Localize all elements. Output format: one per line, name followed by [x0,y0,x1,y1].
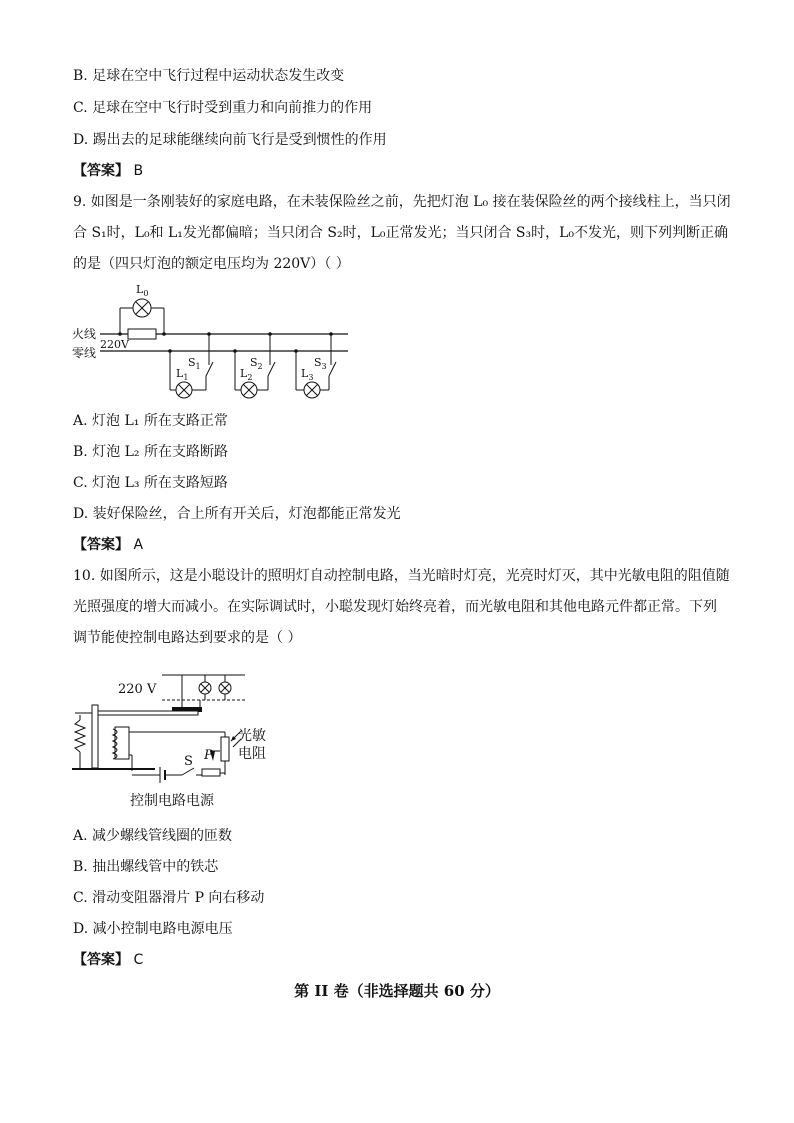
relay-voltage-label: 220 V [118,682,157,697]
q10-option-d: D. 减小控制电路电源电压 [73,921,233,937]
answer-tag: 【答案】 [73,163,129,179]
photoresistor-label-1: 光敏 [238,728,266,744]
answer-tag: 【答案】 [73,952,129,968]
l0-label: $L_0$ [136,283,149,298]
q8-option-b: B. 足球在空中飞行过程中运动状态发生改变 [73,68,345,84]
q10-option-c: C. 滑动变阻器滑片 P 向右移动 [73,890,265,906]
q9-stem-line-3: 的是（四只灯泡的额定电压均为 220V）（ ） [73,256,350,272]
q9-answer [73,535,143,555]
section-title: 第 II 卷（非选择题共 60 分） [294,982,500,1000]
q8-answer [73,161,143,181]
q10-relay-circuit-diagram [70,665,290,815]
q9-circuit-diagram [70,280,360,405]
q9-option-d: D. 装好保险丝，合上所有开关后，灯泡都能正常发光 [73,506,401,522]
branch-1 [168,332,213,398]
q8-option-c: C. 足球在空中飞行时受到重力和向前推力的作用 [73,100,373,116]
q10-stem-line-1: 10. 如图所示，这是小聪设计的照明灯自动控制电路，当光暗时灯亮，光亮时灯灭，其中光敏电阻的阻值随 [73,568,730,584]
answer-value: A [133,537,144,553]
switch-s-label: S [184,754,193,769]
q9-option-a: A. 灯泡 L₁ 所在支路正常 [73,413,228,429]
slider-p-label: P [204,748,213,763]
q8-option-d: D. 踢出去的足球能继续向前飞行是受到惯性的作用 [73,132,387,148]
neutral-wire-label: 零线 [72,346,97,360]
voltage-label: 220V [100,338,129,351]
answer-value: C [133,952,144,968]
q9-option-c: C. 灯泡 L₃ 所在支路短路 [73,475,228,491]
svg-text:S3: $S_3$ [314,356,327,371]
relay-caption: 控制电路电源 [130,793,214,809]
svg-text:S1: $S_1$ [188,356,201,371]
q10-option-b: B. 抽出螺线管中的铁芯 [73,859,219,875]
branch-2 [233,332,275,398]
q10-option-a: A. 减少螺线管线圈的匝数 [73,828,233,844]
q9-stem-line-2: 合 S₁时，L₀和 L₁发光都偏暗；当只闭合 S₂时，L₀正常发光；当只闭合 S₃时，L₀不发光，则下列判断正确 [73,225,729,241]
q9-option-b: B. 灯泡 L₂ 所在支路断路 [73,444,228,460]
svg-text:L1: $L_1$ [176,367,189,382]
q10-stem-line-3: 调节能使控制电路达到要求的是（ ） [73,630,302,646]
branch-3 [294,332,336,398]
answer-tag: 【答案】 [73,537,129,553]
answer-value: B [133,163,144,179]
q9-stem-line-1: 9. 如图是一条刚装好的家庭电路，在未装保险丝之前，先把灯泡 L₀ 接在装保险丝的两个接线柱上，当只闭 [73,194,731,210]
svg-text:L2: $L_2$ [240,367,253,382]
svg-text:S2: $S_2$ [250,356,263,371]
q10-stem-line-2: 光照强度的增大而减小。在实际调试时，小聪发现灯始终亮着，而光敏电阻和其他电路元件都正常。下列 [73,599,717,615]
photoresistor-label-2: 电阻 [238,746,266,762]
live-wire-label: 火线 [72,327,97,341]
q10-answer [73,950,143,970]
svg-text:L3: $L_3$ [301,367,314,382]
